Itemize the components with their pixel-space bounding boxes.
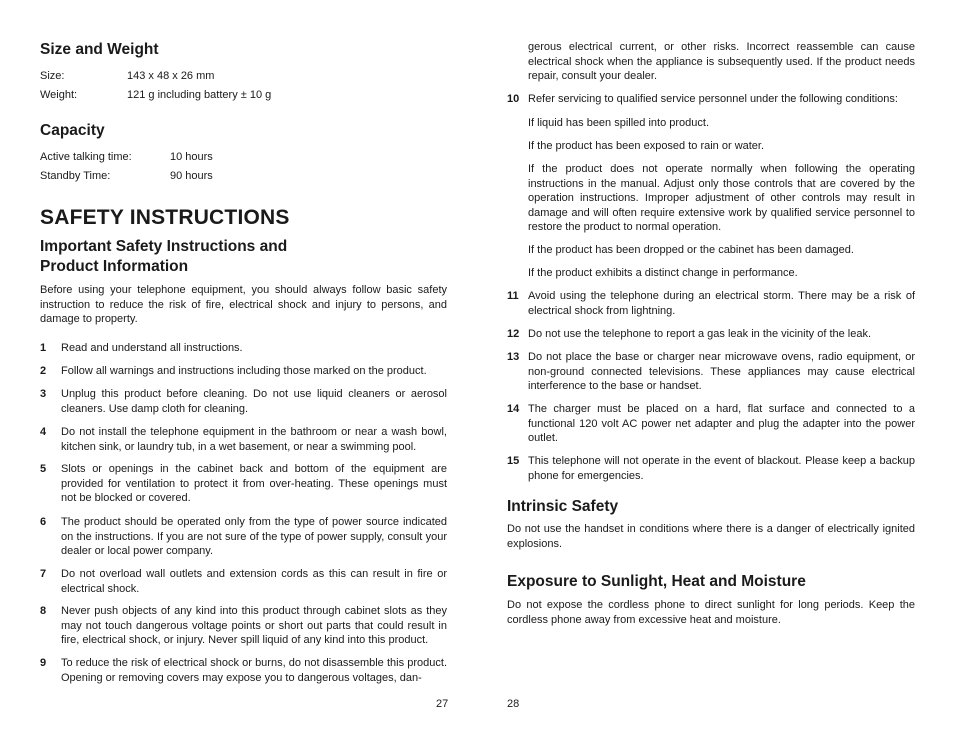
item-number: 9: [40, 657, 47, 669]
size-row: [40, 70, 447, 83]
talk-time-value: 10 hours: [170, 151, 213, 163]
condition-text: If the product has been dropped or the cabinet has been damaged.: [528, 244, 854, 256]
condition-text: If the product exhibits a distinct change in performance.: [528, 267, 798, 279]
size-label: Size:: [40, 70, 65, 82]
exposure-heading: Exposure to Sunlight, Heat and Moisture: [507, 573, 806, 590]
intro-paragraph: Before using your telephone equipment, you should always follow basic safety instruction to reduce the risk of fire, electrical shock and injury to persons, and damage to property.: [40, 284, 447, 325]
weight-label: Weight:: [40, 89, 78, 101]
item-text: Do not install the telephone equipment in the bathroom or near a wash bowl, kitchen sink, or laundry tub, in a wet basement, or near a swimming pool.: [61, 426, 447, 453]
size-value: 143 x 48 x 26 mm: [127, 70, 215, 82]
item-text: Unplug this product before cleaning. Do not use liquid cleaners or aerosol cleaners. Use damp cloth for cleaning.: [61, 388, 447, 415]
item-text: Refer servicing to qualified service personnel under the following conditions:: [528, 93, 898, 105]
item-text: Read and understand all instructions.: [61, 342, 243, 354]
condition-text: If liquid has been spilled into product.: [528, 117, 710, 129]
important-heading-line1: Important Safety Instructions and: [40, 238, 288, 255]
item-text: Do not place the base or charger near microwave ovens, radio equipment, or non-ground connected televisions. These appliances may cause electrical interference to the base or handset.: [528, 351, 915, 392]
item-text: The product should be operated only from the type of power source indicated on the instructions. If you are not sure of the type of power supply, consult your dealer or local power company.: [61, 516, 447, 557]
important-heading-line2: Product Information: [40, 258, 189, 275]
item-text: To reduce the risk of electrical shock or burns, do not disassemble this product. Opening or removing covers may expose you to dangerous voltages, dan-: [61, 657, 447, 684]
item-text: The charger must be placed on a hard, flat surface and connected to a functional 120 volt AC power net adapter and plug the adapter into the power outlet.: [528, 403, 915, 444]
item-number: 11: [507, 290, 519, 302]
standby-row: [40, 170, 447, 183]
condition-text: If the product does not operate normally when following the operating instructions in the manual. Adjust only those controls that are covered by the operation instructions. Improper adjustment of other controls may result in damage and will often require extensive work by qualified service personnel to restore the product to normal operation.: [528, 163, 915, 233]
item-text: Follow all warnings and instructions including those marked on the product.: [61, 365, 427, 377]
item-number: 3: [40, 388, 47, 400]
item-number: 12: [507, 328, 520, 340]
intrinsic-safety-text: Do not use the handset in conditions where there is a danger of electrically ignited explosions.: [507, 523, 915, 550]
standby-label: Standby Time:: [40, 170, 111, 182]
item-number: 5: [40, 463, 47, 475]
item-number: 14: [507, 403, 520, 415]
item-number: 7: [40, 568, 47, 580]
condition-text: If the product has been exposed to rain or water.: [528, 140, 765, 152]
safety-title: SAFETY INSTRUCTIONS: [40, 206, 290, 229]
item-text: Avoid using the telephone during an electrical storm. There may be a risk of electrical shock from lightning.: [528, 290, 915, 317]
intrinsic-safety-heading: Intrinsic Safety: [507, 498, 619, 515]
item-number: 4: [40, 426, 47, 438]
capacity-heading: Capacity: [40, 122, 105, 139]
talk-time-row: [40, 151, 447, 164]
standby-value: 90 hours: [170, 170, 213, 182]
item-text: Slots or openings in the cabinet back and bottom of the equipment are provided for ventilation to protect it from over-heating. These openings must not be blocked or covered.: [61, 463, 447, 504]
left-page: [40, 0, 447, 738]
talk-time-label: Active talking time:: [40, 151, 132, 163]
item-number: 1: [40, 342, 47, 354]
item-number: 10: [507, 93, 520, 105]
item-text: This telephone will not operate in the event of blackout. Please keep a backup phone for emergencies.: [528, 455, 915, 482]
item-number: 2: [40, 365, 47, 377]
continuation-paragraph: gerous electrical current, or other risks. Incorrect reassemble can cause electrical shock when the appliance is subsequently used. If the product needs repair, consult your dealer.: [528, 41, 915, 82]
item-text: Do not use the telephone to report a gas leak in the vicinity of the leak.: [528, 328, 872, 340]
weight-row: [40, 89, 447, 102]
item-number: 8: [40, 605, 47, 617]
item-number: 15: [507, 455, 520, 467]
item-number: 6: [40, 516, 47, 528]
weight-value: 121 g including battery ± 10 g: [127, 89, 272, 101]
page-number-left: 27: [436, 698, 449, 710]
item-text: Never push objects of any kind into this product through cabinet slots as they may not touch dangerous voltage points or short out parts that could result in fire, electrical shock, or injury. Never spill liquid of any kind into this product.: [61, 605, 447, 646]
item-text: Do not overload wall outlets and extension cords as this can result in fire or electrical shock.: [61, 568, 447, 595]
item-number: 13: [507, 351, 520, 363]
size-weight-heading: Size and Weight: [40, 41, 159, 58]
page-number-right: 28: [507, 698, 520, 710]
exposure-text: Do not expose the cordless phone to direct sunlight for long periods. Keep the cordless phone away from excessive heat and moisture.: [507, 599, 915, 626]
right-page: [507, 0, 915, 738]
